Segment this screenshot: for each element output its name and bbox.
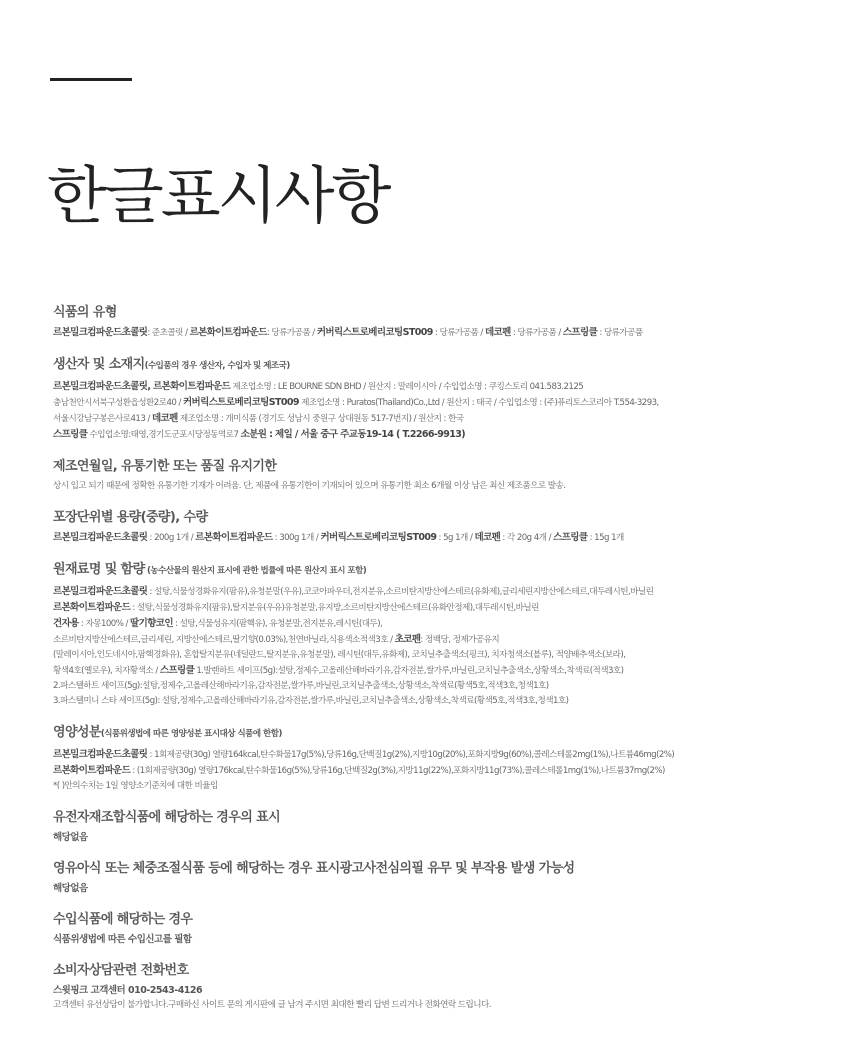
label-content [53, 303, 853, 1027]
section-title-text: 식품의 유형 [53, 305, 117, 320]
section-value: 해당없음 [53, 832, 88, 843]
line-text: : 15g 1개 [587, 533, 624, 543]
section-title-note: (식품위생법에 따른 영양성분 표시대상 식품에 한함) [100, 729, 282, 739]
section-title [53, 560, 853, 581]
line-text: : 준초콜릿 / [147, 328, 190, 338]
section-line [53, 779, 853, 794]
header-rule [50, 78, 132, 81]
line-text: 제조업소명 : Puratos(Thailand)Co.,Ltd / 원산지 : 태국 / 수입업소명 : (주)퓨리토스코리아 T.554-3293, [298, 398, 659, 408]
section-title-text: 원재료명 및 함량 [53, 562, 145, 577]
section-line [53, 694, 853, 709]
section-title [53, 961, 853, 980]
line-text: : 정백당, 정제가공유지 [420, 635, 500, 645]
section-line [53, 648, 853, 663]
section-title [53, 723, 853, 744]
product-name: 스프링클 [159, 665, 195, 676]
product-name: 르본화이트컴파운드 [195, 532, 273, 543]
product-name: 스프링클 [562, 327, 598, 338]
product-name: 데코펜 [151, 413, 178, 424]
section-line [53, 530, 853, 546]
line-text: : 200g 1개 / [147, 533, 196, 543]
section-line [53, 600, 853, 616]
line-text: 상시 입고 되기 때문에 정확한 유통기한 기재가 어려움. 단, 제품에 유통기한이 기재되어 있으며 유통기한 최소 6개월 이상 남은 최신 제조품으로 발송. [53, 481, 566, 491]
info-section [53, 910, 853, 947]
line-text: : 자몽100% / [78, 619, 131, 629]
section-title-note: (수입품의 경우 생산자, 수입자 및 제조국) [144, 361, 290, 371]
section-line [53, 632, 853, 648]
section-title-text: 소비자상담관련 전화번호 [53, 963, 189, 978]
info-section [53, 457, 853, 494]
line-text: : 당류가공품 / [510, 328, 563, 338]
product-name: 초코펜 [394, 634, 421, 645]
section-title-note: (농수산물의 원산지 표시에 관한 법률에 따른 원산지 표시 포함) [144, 566, 367, 576]
section-line [53, 584, 853, 600]
line-text: 서울시강남구봉은사로413 / [53, 414, 152, 424]
line-text: : 각 20g 4개 / [500, 533, 554, 543]
product-name: 건자용 [53, 618, 79, 629]
product-name: 르본밀크컴파운드초콜릿 [53, 749, 148, 760]
section-title [53, 457, 853, 476]
section-title [53, 508, 853, 527]
section-line [53, 998, 853, 1013]
product-name: 데코펜 [484, 327, 511, 338]
line-text: : 설탕,식물성경화유지(팜유),유청분말(우유),코코아파우더,전지분유,소르비탄지방산에스테르(유화제),글리세린지방산에스테르,대두레시틴,바닐린 [147, 587, 654, 597]
line-text: 소르비탄지방산에스테르,글리세린, 지방산에스테르,딸기향(0.03%),천연바닐라,식용색소적색3호 / [53, 635, 395, 645]
section-line [53, 663, 853, 679]
line-text: 제조업소명 : 개미식품 (경기도 성남시 중원구 상대원동 517-7번지) / 원산지 : 한국 [177, 414, 464, 424]
product-name: 커버릭스트로베리코팅ST009 [182, 397, 299, 408]
line-text: (말레이시아,인도네시아,팜핵경화유), 혼합탈지분유(네덜란드,탈지분유,유청분말), 레시틴(대두,유화제), 코치닐추출색소(핑크), 치자청색소(블루), 적양배추색소(보라), [53, 650, 626, 660]
line-text: : 300g 1개 / [272, 533, 321, 543]
line-text: : 당류가공품 / [432, 328, 485, 338]
line-text: 1.발렌하트 세이프(5g):설탕,정제수,고올레산해바라기유,감자전분,쌀가루,바닐린,코치닐추출색소,상황색소,착색료(적색3호) [194, 666, 624, 676]
product-name: 르본화이트컴파운드 [189, 327, 267, 338]
info-section [53, 303, 853, 341]
section-title-text: 제조연월일, 유통기한 또는 품질 유지기한 [53, 459, 277, 474]
info-section [53, 560, 853, 709]
product-name: 르본밀크컴파운드초콜릿 [53, 586, 148, 597]
section-title [53, 303, 853, 322]
product-name: 커버릭스트로베리코팅ST009 [320, 532, 437, 543]
section-title-text: 포장단위별 용량(중량), 수량 [53, 510, 208, 525]
product-name: 르본화이트컴파운드 [53, 765, 131, 776]
line-text: : (1회제공량(30g) 열량176kcal,탄수화물16g(5%),당류16g,단백질2g(3%),지방11g(22%),포화지방11g(73%),콜레스테롤1mg(1%),나트륨37mg(2%) [130, 766, 665, 776]
line-text: 수입업소명:태영,경기도군포시당정동역로7 [87, 430, 241, 440]
line-text: : 당류가공품 [597, 328, 643, 338]
section-value: 식품위생법에 따른 수입신고를 필함 [53, 934, 192, 945]
section-title [53, 355, 853, 376]
section-line [53, 379, 853, 395]
line-text: : 설탕,식물성유지(팜핵유), 유청분말,전지분유,레시틴(대두), [172, 619, 383, 629]
section-line [53, 479, 853, 494]
section-line [53, 411, 853, 427]
product-name: 소분원 : 제일 / 서울 중구 주교동19-14 ( T.2266-9913) [240, 429, 466, 440]
section-title-text: 영유아식 또는 체중조절식품 등에 해당하는 경우 표시광고사전심의필 유무 및 부작용 발생 가능성 [53, 861, 575, 876]
line-text: : 당류가공품 / [266, 328, 317, 338]
section-line [53, 679, 853, 694]
product-name: 르본밀크컴파운드초콜릿 [53, 327, 148, 338]
section-title [53, 859, 853, 878]
line-text: 황색4호(옐로우), 치자황색소 / [53, 666, 160, 676]
product-name: 커버릭스트로베리코팅ST009 [316, 327, 433, 338]
info-section [53, 859, 853, 896]
product-name: 르본밀크컴파운드초콜릿 [53, 532, 148, 543]
info-section [53, 355, 853, 443]
line-text: : 1회제공량(30g) 열량164kcal,탄수화물17g(5%),당류16g,단백질1g(2%),지방10g(20%),포화지방9g(60%),콜레스테롤2mg(1%),나트륨46mg(2%) [147, 750, 675, 760]
section-value: 해당없음 [53, 883, 88, 894]
product-name: 데코펜 [474, 532, 501, 543]
section-title-text: 유전자재조합식품에 해당하는 경우의 표시 [53, 810, 281, 825]
product-name: 르본밀크컴파운드초콜릿, 르본화이트컴파운드 [53, 381, 231, 392]
info-section [53, 808, 853, 845]
section-title-text: 생산자 및 소재지 [53, 357, 145, 372]
section-line [53, 395, 853, 411]
line-text: 2.파스텔하트 세이프(5g):설탕,정제수,고올레산해바라기유,감자전분,쌀가루,바닐린,코치닐추출색소,상황색소,착색료(황색5호,적색3호,청색1호) [53, 681, 549, 691]
section-title-text: 수입식품에 해당하는 경우 [53, 912, 193, 927]
section-title [53, 910, 853, 929]
line-text: 충남천안시서북구성환읍성환2로40 / [53, 398, 183, 408]
section-title [53, 808, 853, 827]
product-name: 딸기향코인 [130, 618, 173, 629]
section-line [53, 763, 853, 779]
product-name: 르본화이트컴파운드 [53, 602, 131, 613]
line-text: : 5g 1개 / [436, 533, 475, 543]
line-text: 3.파스텔미니 스타 세이프(5g): 설탕,정제수,고올레산해바라기유,감자전분,쌀가루,바닐린,코치닐추출색소,상황색소,착색료(황색5호,적색3호,청색1호) [53, 696, 569, 706]
page-title: 한글표시사항 [47, 159, 389, 232]
line-text: : 설탕,식물성경화유지(팜유),탈지분유(우유)유청분말,유지방,소르비탄지방산에스테르(유화안정제),대두레시틴,바닐린 [130, 603, 539, 613]
section-line [53, 427, 853, 443]
section-line [53, 747, 853, 763]
product-name: 스프링클 [553, 532, 588, 543]
product-name: 스프링클 [53, 429, 88, 440]
info-section [53, 508, 853, 546]
info-section [53, 961, 853, 1013]
line-text: *( )안의수치는 1일 영양소기준치에 대한 비율임 [53, 781, 218, 791]
section-title-text: 영양성분 [53, 725, 101, 740]
section-line [53, 616, 853, 632]
info-section [53, 723, 853, 794]
line-text: 제조업소명 : LE BOURNE SDN BHD / 원산지 : 말레이시아 / 수입업소명 : 쿠킹스토리 041.583.2125 [230, 382, 584, 392]
line-text: 고객센터 유선상담이 불가합니다.구매하신 사이트 문의 게시판에 글 남겨 주시면 최대한 빨리 답변 드리거나 전화연락 드립니다. [53, 1000, 491, 1010]
section-line [53, 325, 853, 341]
section-value: 스윗핑크 고객센터 010-2543-4126 [53, 985, 203, 996]
